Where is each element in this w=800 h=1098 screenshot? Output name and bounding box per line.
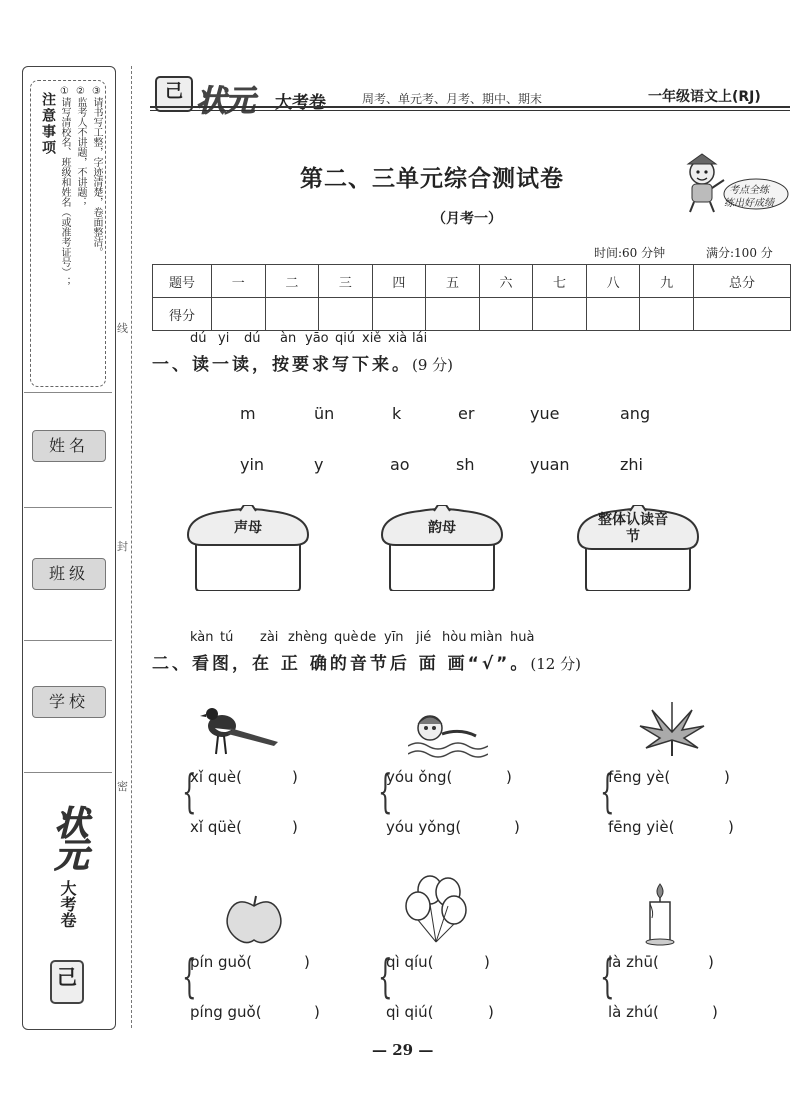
option-text: fēng yè( — [608, 768, 671, 786]
syllable: ün — [314, 404, 335, 423]
cut-label-line: 线 — [117, 322, 128, 335]
answer-close[interactable]: ) — [488, 1003, 494, 1021]
table-header-cell: 三 — [319, 265, 373, 298]
answer-close[interactable]: ) — [724, 768, 730, 786]
answer-close[interactable]: ) — [514, 818, 520, 836]
syllable: sh — [456, 455, 475, 474]
syllable: k — [392, 404, 402, 423]
notice-line-1: ①请写清校名、班级和姓名（或准考证号）； — [59, 86, 70, 287]
table-header-cell: 八 — [586, 265, 640, 298]
apple-icon — [214, 890, 294, 948]
grade-label: 一年级语文上(RJ) — [648, 89, 761, 105]
magpie-icon — [200, 702, 280, 760]
option-text: là zhū( — [608, 953, 659, 971]
score-cell[interactable] — [533, 298, 587, 331]
score-cell[interactable] — [212, 298, 266, 331]
option-text: pín guǒ( — [190, 953, 253, 971]
answer-close[interactable]: ) — [304, 953, 310, 971]
table-header-cell: 题号 — [153, 265, 212, 298]
answer-close[interactable]: ) — [292, 768, 298, 786]
finals-house-label: 韵母 — [428, 520, 456, 536]
table-header-cell: 一 — [212, 265, 266, 298]
score-cell[interactable] — [640, 298, 694, 331]
section1-heading: 一、读一读，按要求写下来。(9 分) — [152, 355, 454, 375]
mascot-text-1: 考点全练 — [729, 185, 769, 196]
whole-syllable-house-label: 整体认读音节 — [598, 512, 668, 545]
initials-house[interactable] — [186, 505, 310, 591]
swimmer-icon — [408, 702, 488, 760]
balloons-icon — [400, 872, 480, 946]
score-cell[interactable] — [479, 298, 533, 331]
syllable: ang — [620, 404, 651, 423]
name-field[interactable]: 姓名 — [32, 430, 106, 462]
header-tagline: 周考、单元考、月考、期中、期末 — [362, 92, 543, 106]
strip-divider — [24, 507, 112, 508]
class-field[interactable]: 班级 — [32, 558, 106, 590]
time-limit: 时间:60 分钟 — [594, 246, 666, 260]
option-text: xǐ què( — [190, 768, 242, 786]
score-cell[interactable] — [693, 298, 790, 331]
table-header-cell: 四 — [372, 265, 426, 298]
page-number: — 29 — — [372, 1041, 434, 1059]
notice-line-2: ②监考人不讲题，不讲题； — [75, 86, 86, 207]
answer-close[interactable]: ) — [484, 953, 490, 971]
option-text: xǐ qüè( — [190, 818, 242, 836]
score-cell[interactable] — [586, 298, 640, 331]
finals-house[interactable] — [380, 505, 504, 591]
school-field[interactable]: 学校 — [32, 686, 106, 718]
table-header-cell: 六 — [479, 265, 533, 298]
table-row — [153, 298, 791, 331]
publisher-logo-icon: 己 — [155, 76, 193, 112]
table-row — [153, 265, 791, 298]
header-rule-thin — [150, 110, 790, 111]
syllable: m — [240, 404, 256, 423]
score-cell[interactable] — [319, 298, 373, 331]
header-rule — [150, 106, 790, 108]
answer-close[interactable]: ) — [728, 818, 734, 836]
option-text: píng guǒ( — [190, 1003, 262, 1021]
cut-label-seal: 封 — [117, 540, 128, 553]
table-header-cell: 总分 — [693, 265, 790, 298]
strip-brand-suffix: 大考卷 — [58, 880, 77, 928]
syllable: yin — [240, 455, 265, 474]
brand-logo: 状元 — [196, 84, 254, 119]
strip-publisher-icon: 己 — [50, 960, 84, 1004]
syllable: yue — [530, 404, 560, 423]
option-text: qì qiú( — [386, 1003, 434, 1021]
table-header-cell: 二 — [265, 265, 319, 298]
answer-close[interactable]: ) — [708, 953, 714, 971]
option-text: qì qíu( — [386, 953, 434, 971]
syllable: yuan — [530, 455, 570, 474]
table-header-cell: 七 — [533, 265, 587, 298]
answer-close[interactable]: ) — [292, 818, 298, 836]
leaf-icon — [632, 700, 712, 758]
cut-label-secret: 密 — [117, 780, 128, 793]
strip-divider — [24, 392, 112, 393]
score-cell[interactable] — [372, 298, 426, 331]
syllable: y — [314, 455, 324, 474]
mascot-text-2: 练出好成绩 — [724, 198, 774, 209]
strip-divider — [24, 640, 112, 641]
option-text: yóu yǒng( — [386, 818, 462, 836]
option-brace: { — [182, 764, 197, 818]
table-header-cell: 九 — [640, 265, 694, 298]
table-header-cell: 五 — [426, 265, 480, 298]
score-table — [152, 264, 791, 331]
option-brace: { — [600, 764, 615, 818]
option-brace: { — [378, 949, 393, 1003]
answer-close[interactable]: ) — [506, 768, 512, 786]
option-text: fēng yiè( — [608, 818, 675, 836]
score-cell[interactable] — [426, 298, 480, 331]
table-row-head: 得分 — [153, 298, 212, 331]
option-text: là zhú( — [608, 1003, 659, 1021]
syllable: ao — [390, 455, 410, 474]
score-cell[interactable] — [265, 298, 319, 331]
notice-title: 注意事项 — [40, 92, 56, 156]
cut-line — [131, 66, 132, 1028]
notice-line-3: ③请书写工整，字迹清楚，卷面整洁。 — [91, 86, 102, 257]
page-subtitle: （月考一） — [432, 211, 502, 227]
answer-close[interactable]: ) — [314, 1003, 320, 1021]
syllable: er — [458, 404, 475, 423]
section2-heading: 二、看图，在 正 确的音节后 面 画“√”。(12 分) — [152, 654, 581, 674]
strip-brand-logo: 状元 — [48, 805, 88, 869]
syllable: zhi — [620, 455, 643, 474]
option-text: yóu ǒng( — [386, 768, 453, 786]
candle-icon — [630, 880, 690, 946]
brand-suffix: 大考卷 — [275, 93, 326, 113]
option-brace: { — [182, 949, 197, 1003]
initials-house-label: 声母 — [234, 520, 262, 536]
answer-close[interactable]: ) — [712, 1003, 718, 1021]
option-brace: { — [600, 949, 615, 1003]
page-title: 第二、三单元综合测试卷 — [300, 165, 564, 192]
strip-divider — [24, 772, 112, 773]
option-brace: { — [378, 764, 393, 818]
full-score: 满分:100 分 — [706, 246, 773, 260]
